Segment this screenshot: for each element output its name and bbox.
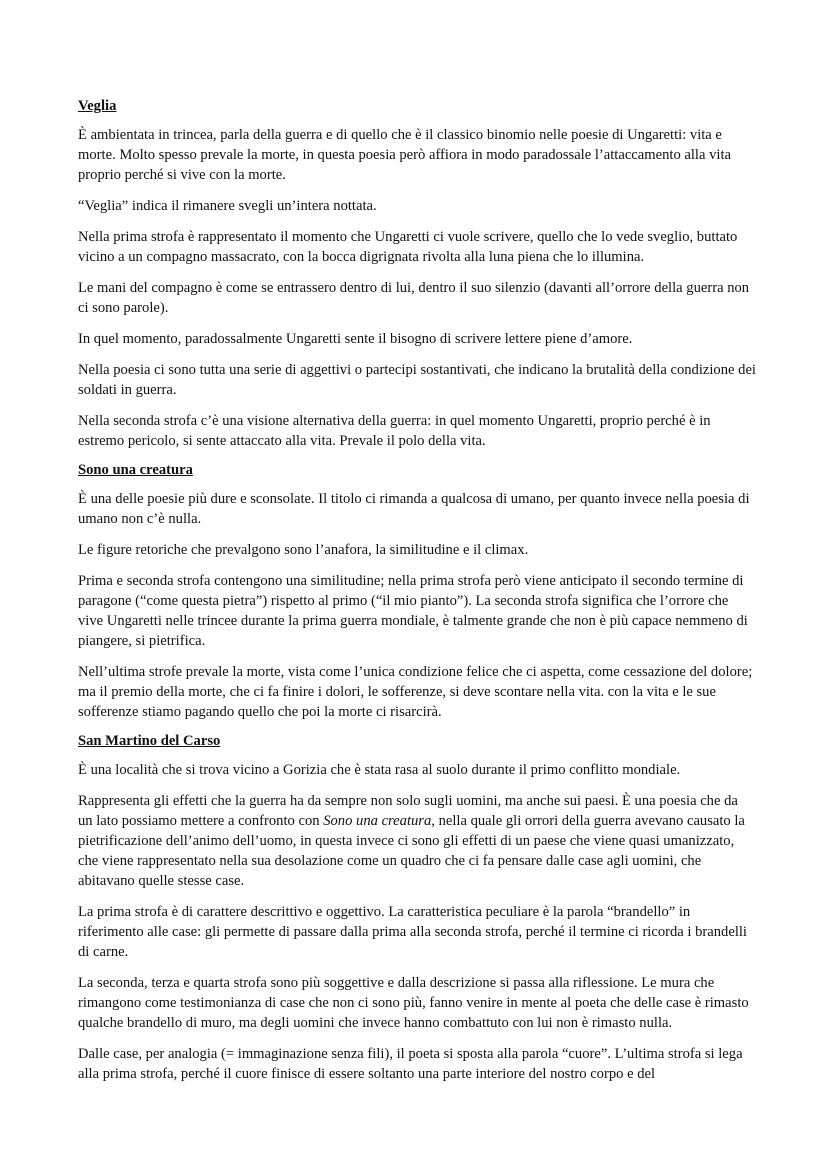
paragraph: Le figure retoriche che prevalgono sono l’anafora, la similitudine e il climax. <box>78 542 529 558</box>
text-run: Rappresenta gli effetti che la guerra ha da sempre non solo sugli uomini, ma anche sui paesi. È una poesia che da un lato possiamo mettere a confronto con <box>78 793 738 829</box>
paragraph: È una località che si trova vicino a Gorizia che è stata rasa al suolo durante il primo conflitto mondiale. <box>78 762 681 778</box>
paragraph: Nella seconda strofa c’è una visione alternativa della guerra: in quel momento Ungaretti, proprio perché è in estremo pericolo, si sente attaccato alla vita. Prevale il polo della vita. <box>78 413 711 449</box>
paragraph: Nell’ultima strofe prevale la morte, vista come l’unica condizione felice che ci aspetta, come cessazione del dolore; ma il premio della morte, che ci fa finire i dolori, le sofferenze, si deve scontare nella vita. con la vita e le sue sofferenze stiamo pagando quello che poi la morte ci risarcirà. <box>78 664 753 720</box>
paragraph: Prima e seconda strofa contengono una similitudine; nella prima strofa però viene anticipato il secondo termine di paragone (“come questa pietra”) rispetto al primo (“il mio pianto”). La seconda strofa significa che l’orrore che vive Ungaretti nelle trincee durante la prima guerra mondiale, è talmente grande che non è più capace nemmeno di piangere, si pietrifica. <box>78 573 748 649</box>
paragraph: La seconda, terza e quarta strofa sono più soggettive e dalla descrizione si passa alla riflessione. Le mura che rimangono come testimonianza di case che non ci sono più, fanno venire in mente al poeta che delle case è rimasto qualche brandello di muro, ma degli uomini che invece hanno combattuto con lui non è rimasto nulla. <box>78 975 749 1031</box>
section-heading-veglia: Veglia <box>78 98 117 114</box>
paragraph: Dalle case, per analogia (= immaginazione senza fili), il poeta si sposta alla parola “cuore”. L’ultima strofa si lega alla prima strofa, perché il cuore finisce di essere soltanto una parte interiore del nostro corpo e del <box>78 1046 743 1082</box>
paragraph: È ambientata in trincea, parla della guerra e di quello che è il classico binomio nelle poesie di Ungaretti: vita e morte. Molto spesso prevale la morte, in questa poesia però affiora in modo paradossale l’attaccamento alla vita proprio perché si vive con la morte. <box>78 127 731 183</box>
section-heading-sono-una-creatura: Sono una creatura <box>78 462 193 478</box>
paragraph: Nella poesia ci sono tutta una serie di aggettivi o partecipi sostantivati, che indicano la brutalità della condizione dei soldati in guerra. <box>78 362 756 398</box>
paragraph: In quel momento, paradossalmente Ungaretti sente il bisogno di scrivere lettere piene d’amore. <box>78 331 633 347</box>
paragraph: Le mani del compagno è come se entrassero dentro di lui, dentro il suo silenzio (davanti all’orrore della guerra non ci sono parole). <box>78 280 750 316</box>
paragraph: Nella prima strofa è rappresentato il momento che Ungaretti ci vuole scrivere, quello che lo vede sveglio, buttato vicino a un compagno massacrato, con la bocca digrignata rivolta alla luna piena che lo illumina. <box>78 229 738 265</box>
document-page <box>78 96 756 1095</box>
section-heading-san-martino-del-carso: San Martino del Carso <box>78 733 221 749</box>
paragraph <box>78 791 756 891</box>
paragraph: “Veglia” indica il rimanere svegli un’intera nottata. <box>78 198 377 214</box>
paragraph: È una delle poesie più dure e sconsolate. Il titolo ci rimanda a qualcosa di umano, per quanto invece nella poesia di umano non c’è nulla. <box>78 491 750 527</box>
text-run: , nella quale gli orrori della guerra avevano causato la pietrificazione dell’animo dell’uomo, in questa invece ci sono gli effetti di un paese che viene quasi umanizzato, che viene rappresentato nella sua desolazione come un quadro che ci fa pensare dalle case agli uomini, che abitavano quelle stesse case. <box>78 813 745 889</box>
italic-title: Sono una creatura <box>323 813 432 829</box>
paragraph: La prima strofa è di carattere descrittivo e oggettivo. La caratteristica peculiare è la parola “brandello” in riferimento alle case: gli permette di passare dalla prima alla seconda strofa, perché il termine ci ricorda i brandelli di carne. <box>78 904 747 960</box>
